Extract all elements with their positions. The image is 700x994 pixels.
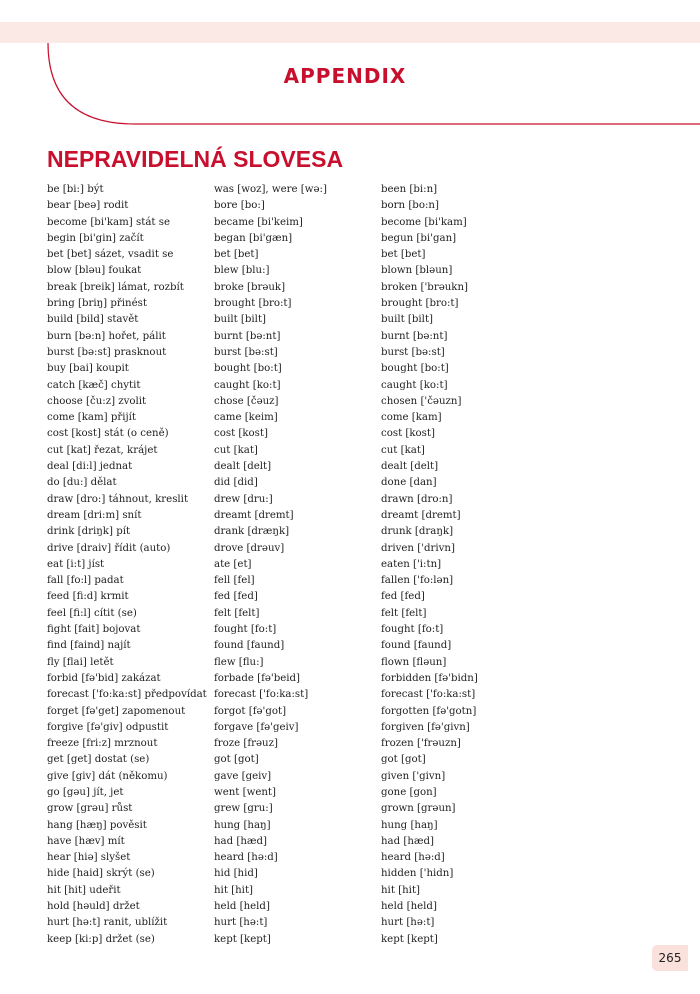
verb-entry: been [bi:n]: [381, 184, 438, 195]
verb-entry: burst [bə:st] prasknout: [47, 346, 167, 358]
verb-entry: flown [fləun]: [381, 656, 447, 668]
verb-entry: hung [haŋ]: [381, 819, 438, 831]
verb-entry: forgot [fə'got]: [214, 705, 287, 717]
verb-entry: bring [briŋ] přinést: [47, 298, 147, 310]
verb-entry: grown [grəun]: [381, 803, 456, 815]
verb-entry: drive [draiv] řídit (auto): [47, 542, 171, 554]
verb-entry: bet [bet]: [214, 249, 259, 261]
base-form-column: [47, 182, 207, 948]
verb-entry: eat [i:t] jíst: [47, 558, 105, 570]
verb-entry: gone [gon]: [381, 786, 437, 798]
verb-entry: frozen ['frəuzn]: [381, 738, 461, 750]
verb-entry: ate [et]: [214, 558, 252, 570]
verb-entry: grow [grəu] růst: [47, 803, 133, 815]
verb-entry: had [hæd]: [214, 835, 268, 847]
verb-entry: get [get] dostat (se): [47, 754, 150, 766]
verb-entry: gave [geiv]: [214, 770, 272, 782]
verb-entry: dealt [delt]: [381, 461, 439, 473]
verb-entry: do [du:] dělat: [47, 477, 117, 489]
verb-entry: blew [blu:]: [214, 265, 270, 277]
verb-entry: born [bo:n]: [381, 200, 439, 212]
verb-entry: forbidden [fə'bidn]: [381, 672, 478, 684]
section-title: NEPRAVIDELNÁ SLOVESA: [47, 146, 344, 172]
past-tense-column: [214, 182, 327, 948]
verb-entry: hidden ['hidn]: [381, 868, 454, 880]
verb-entry: burst [bə:st]: [214, 346, 278, 358]
verb-entry: give [giv] dát (někomu): [47, 770, 168, 782]
verb-entry: freeze [fri:z] mrznout: [47, 738, 158, 750]
verb-entry: hung [haŋ]: [214, 819, 271, 831]
verb-entry: hit [hit] udeřit: [47, 884, 121, 896]
verb-entry: fed [fed]: [214, 591, 258, 603]
verb-entry: fall [fo:l] padat: [47, 575, 124, 587]
verb-entry: catch [kæč] chytit: [47, 379, 141, 391]
verb-entry: cost [kost]: [381, 428, 435, 440]
verb-entry: drink [driŋk] pít: [47, 526, 131, 538]
verb-entry: brought [bro:t]: [381, 298, 459, 310]
verb-entry: drove [drəuv]: [214, 542, 285, 554]
verb-entry: driven ['drivn]: [381, 542, 455, 554]
verb-entry: cost [kost]: [214, 428, 268, 440]
verb-entry: dreamt [dremt]: [381, 509, 461, 521]
verb-entry: fought [fo:t]: [381, 624, 444, 636]
verb-entry: fly [flai] letět: [47, 656, 114, 668]
verb-entry: was [woz], were [wə:]: [214, 184, 327, 195]
verb-entry: bought [bo:t]: [214, 363, 282, 375]
verb-entry: hear [hiə] slyšet: [47, 852, 131, 864]
verb-entry: burnt [bə:nt]: [214, 330, 281, 342]
verb-entry: hold [həuld] držet: [47, 901, 140, 913]
verb-entry: blow [bləu] foukat: [47, 265, 142, 277]
verb-entry: forget [fə'get] zapomenout: [47, 705, 186, 717]
verb-entry: drank [dræŋk]: [214, 526, 290, 538]
verb-entry: fight [fait] bojovat: [47, 624, 141, 636]
verb-entry: forgive [fə'giv] odpustit: [47, 721, 169, 733]
verb-entry: hurt [hə:t]: [381, 917, 435, 929]
verb-entry: broken ['brəukn]: [381, 281, 468, 293]
verb-entry: cut [kat]: [214, 444, 258, 456]
verb-entry: dealt [delt]: [214, 461, 272, 473]
verb-entry: be [bi:] být: [47, 184, 104, 195]
verb-entry: cut [kat] řezat, krájet: [47, 444, 158, 456]
verb-entry: bought [bo:t]: [381, 363, 449, 375]
verb-entry: forecast ['fo:ka:st]: [381, 689, 476, 701]
verb-entry: forgiven [fə'givn]: [381, 721, 470, 733]
verb-entry: began [bi'gæn]: [214, 232, 293, 244]
verb-entry: kept [kept]: [214, 933, 271, 945]
verb-entry: got [got]: [381, 754, 426, 766]
verb-entry: dream [dri:m] snít: [47, 509, 142, 521]
verb-entry: become [bi'kam]: [381, 216, 467, 228]
verb-entry: build [bild] stavět: [47, 314, 139, 326]
verb-entry: became [bi'keim]: [214, 216, 303, 228]
verb-entry: have [hæv] mít: [47, 835, 125, 847]
verb-entry: burst [bə:st]: [381, 346, 445, 358]
verb-entry: hit [hit]: [381, 884, 421, 896]
verb-entry: begin [bi'gin] začít: [47, 232, 144, 244]
verb-entry: forbade [fə'beid]: [214, 672, 301, 684]
verb-entry: become [bi'kam] stát se: [47, 216, 170, 228]
verb-entry: cut [kat]: [381, 444, 425, 456]
verb-entry: go [gəu] jít, jet: [47, 786, 124, 798]
verb-entry: had [hæd]: [381, 835, 435, 847]
verb-entry: break [breik] lámat, rozbít: [47, 281, 184, 293]
verb-entry: brought [bro:t]: [214, 298, 292, 310]
verb-entry: drunk [draŋk]: [381, 526, 454, 538]
verb-entry: found [faund]: [381, 640, 452, 652]
page-number: 265: [652, 945, 688, 971]
verb-entry: fed [fed]: [381, 591, 425, 603]
verb-entry: hurt [hə:t]: [214, 917, 268, 929]
verb-entry: froze [frəuz]: [214, 738, 278, 750]
verb-entry: burn [bə:n] hořet, pálit: [47, 330, 166, 342]
verb-entry: bear [beə] rodit: [47, 200, 129, 212]
verb-entry: felt [felt]: [381, 607, 427, 619]
verb-entry: got [got]: [214, 754, 259, 766]
verb-entry: buy [bai] koupit: [47, 363, 129, 375]
verb-entry: felt [felt]: [214, 607, 260, 619]
verb-entry: fell [fel]: [214, 575, 255, 587]
verb-entry: built [bilt]: [381, 314, 434, 326]
verb-entry: hide [haid] skrýt (se): [47, 868, 155, 880]
verb-entry: caught [ko:t]: [214, 379, 281, 391]
verb-entry: built [bilt]: [214, 314, 267, 326]
verb-entry: find [faind] najít: [47, 640, 131, 652]
verb-entry: hit [hit]: [214, 884, 254, 896]
verb-entry: done [dan]: [381, 477, 437, 489]
verb-entry: given ['givn]: [381, 770, 446, 782]
verb-entry: fallen ['fo:lən]: [381, 575, 454, 587]
verb-entry: bet [bet]: [381, 249, 426, 261]
verb-entry: feed [fi:d] krmit: [47, 591, 129, 603]
verb-entry: forbid [fə'bid] zakázat: [47, 672, 161, 684]
verb-entry: bet [bet] sázet, vsadit se: [47, 249, 174, 261]
verb-entry: hang [hæŋ] pověsit: [47, 819, 147, 831]
verb-entry: begun [bi'gan]: [381, 232, 457, 244]
verb-entry: hid [hid]: [214, 868, 258, 880]
verb-entry: chosen ['čəuzn]: [381, 395, 462, 407]
verb-entry: held [held]: [214, 901, 270, 913]
verb-entry: come [kam]: [381, 412, 442, 424]
verb-entry: heard [hə:d]: [214, 852, 278, 864]
verb-entry: forgotten [fə'gotn]: [381, 705, 477, 717]
verb-entry: keep [ki:p] držet (se): [47, 933, 155, 945]
verb-entry: grew [gru:]: [214, 803, 273, 815]
verb-entry: caught [ko:t]: [381, 379, 448, 391]
verb-entry: choose [ču:z] zvolit: [47, 395, 147, 407]
verb-entry: blown [bləun]: [381, 265, 453, 277]
verb-entry: kept [kept]: [381, 933, 438, 945]
verb-entry: eaten ['i:tn]: [381, 558, 442, 570]
verb-entry: chose [čəuz]: [214, 395, 279, 407]
verb-entry: fought [fo:t]: [214, 624, 277, 636]
verb-entry: forecast ['fo:ka:st]: [214, 689, 309, 701]
past-participle-column: [381, 182, 478, 948]
verb-entry: came [keim]: [214, 412, 278, 424]
verb-entry: come [kam] přijít: [47, 412, 137, 424]
verb-entry: dreamt [dremt]: [214, 509, 294, 521]
verb-entry: cost [kost] stát (o ceně): [47, 428, 169, 440]
verb-entry: drawn [dro:n]: [381, 493, 453, 505]
verb-entry: deal [di:l] jednat: [47, 461, 133, 473]
verb-entry: heard [hə:d]: [381, 852, 445, 864]
verb-entry: broke [brəuk]: [214, 281, 286, 293]
verb-entry: draw [dro:] táhnout, kreslit: [47, 493, 189, 505]
verb-entry: held [held]: [381, 901, 437, 913]
page-title: APPENDIX: [283, 64, 407, 88]
verb-entry: feel [fi:l] cítit (se): [47, 607, 137, 619]
verb-entry: flew [flu:]: [214, 656, 264, 668]
verb-entry: burnt [bə:nt]: [381, 330, 448, 342]
verb-entry: found [faund]: [214, 640, 285, 652]
verb-entry: forgave [fə'geiv]: [214, 721, 299, 733]
verb-entry: bore [bo:]: [214, 200, 265, 212]
verb-entry: drew [dru:]: [214, 493, 273, 505]
verb-entry: hurt [hə:t] ranit, ublížit: [47, 917, 168, 929]
verb-entry: went [went]: [214, 786, 276, 798]
verb-entry: forecast ['fo:ka:st] předpovídat: [47, 689, 207, 701]
verb-entry: did [did]: [214, 477, 258, 489]
